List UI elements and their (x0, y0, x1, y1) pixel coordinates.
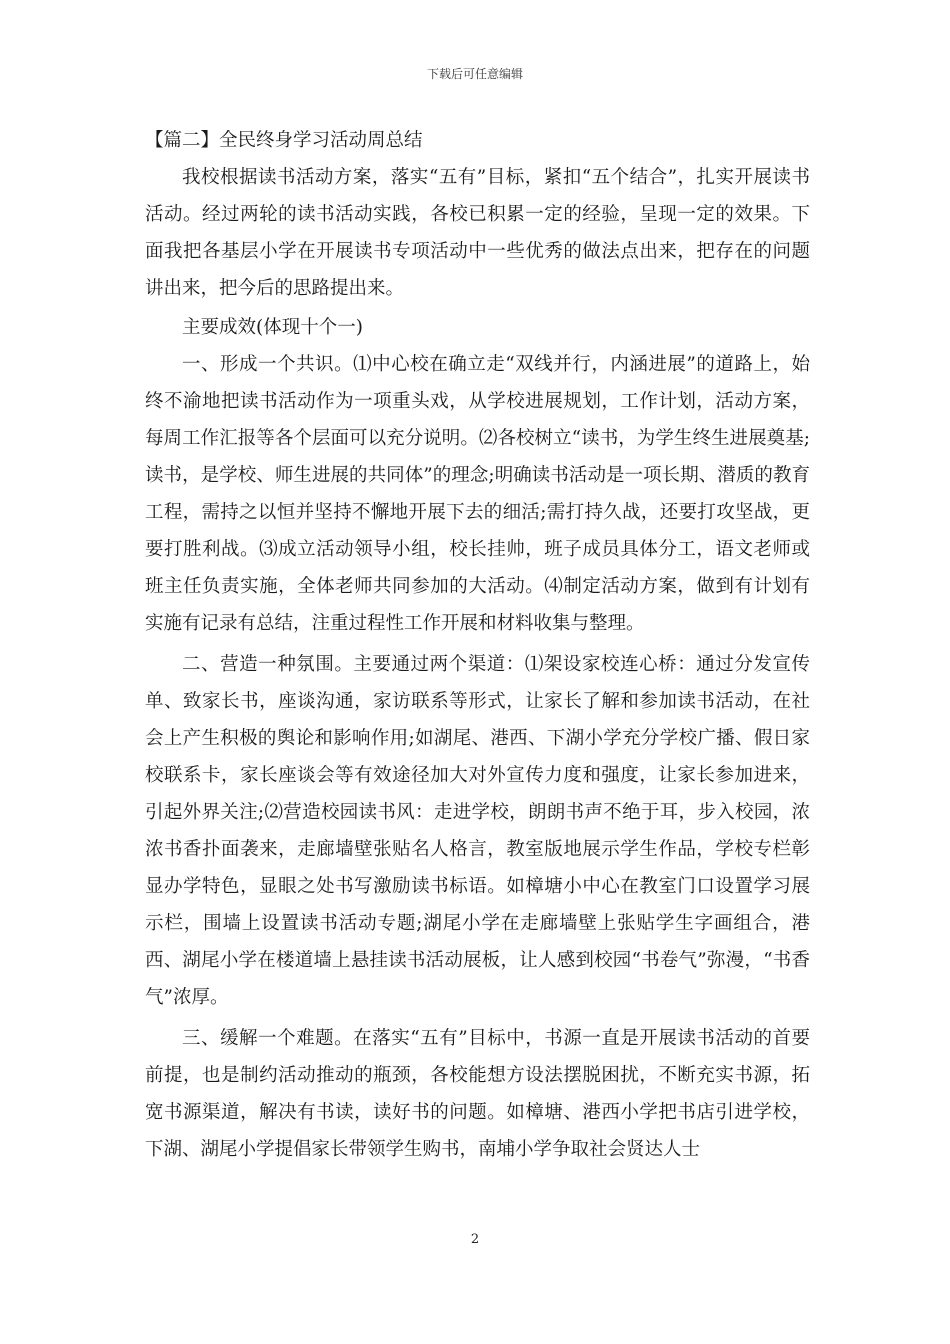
paragraph-consensus: 一、形成一个共识。⑴中心校在确立走“双线并行，内涵进展”的道路上，始终不渝地把读书活动作为一项重头戏，从学校进展规划，工作计划，活动方案，每周工作汇报等各个层面可以充分说明。⑵各校树立“读书，为学生终生进展奠基;读书，是学校、师生进展的共同体”的理念;明确读书活动是一项长期、潜质的教育工程，需持之以恒并坚持不懈地开展下去的细活;需打持久战，还要打攻坚战，更要打胜利战。⑶成立活动领导小组，校长挂帅，班子成员具体分工，语文老师或班主任负责实施，全体老师共同参加的大活动。⑷制定活动方案，做到有计划有实施有记录有总结，注重过程性工作开展和材料收集与整理。 (145, 354, 810, 634)
document-body (145, 122, 810, 1168)
paragraph-atmosphere: 二、营造一种氛围。主要通过两个渠道：⑴架设家校连心桥：通过分发宣传单、致家长书，座谈沟通，家访联系等形式，让家长了解和参加读书活动，在社会上产生积极的舆论和影响作用;如湖尾、港西、下湖小学充分学校广播、假日家校联系卡，家长座谈会等有效途径加大对外宣传力度和强度，让家长参加进来，引起外界关注;⑵营造校园读书风：走进学校，朗朗书声不绝于耳，步入校园，浓浓书香扑面袭来，走廊墙壁张贴名人格言，教室版地展示学生作品，学校专栏彰显办学特色，显眼之处书写激励读书标语。如樟塘小中心在教室门口设置学习展示栏，围墙上设置读书活动专题;湖尾小学在走廊墙壁上张贴学生字画组合，港西、湖尾小学在楼道墙上悬挂读书活动展板，让人感到校园“书卷气”弥漫，“书香气”浓厚。 (145, 654, 810, 1008)
section-heading: 主要成效(体现十个一) (182, 317, 363, 338)
page-header: 下载后可任意编辑 (426, 67, 523, 81)
page-number: 2 (470, 1232, 480, 1247)
paragraph-difficulty: 三、缓解一个难题。在落实“五有”目标中，书源一直是开展读书活动的首要前提，也是制约活动推动的瓶颈，各校能想方设法摆脱困扰，不断充实书源，拓宽书源渠道，解决有书读，读好书的问题。如樟塘、港西小学把书店引进学校，下湖、湖尾小学提倡家长带领学生购书，南埔小学争取社会贤达人士 (145, 1028, 810, 1160)
document-title: 【篇二】全民终身学习活动周总结 (145, 130, 423, 151)
intro-paragraph: 我校根据读书活动方案，落实“五有”目标，紧扣“五个结合”，扎实开展读书活动。经过两轮的读书活动实践，各校已积累一定的经验，呈现一定的效果。下面我把各基层小学在开展读书专项活动中一些优秀的做法点出来，把存在的问题讲出来，把今后的思路提出来。 (145, 167, 810, 299)
